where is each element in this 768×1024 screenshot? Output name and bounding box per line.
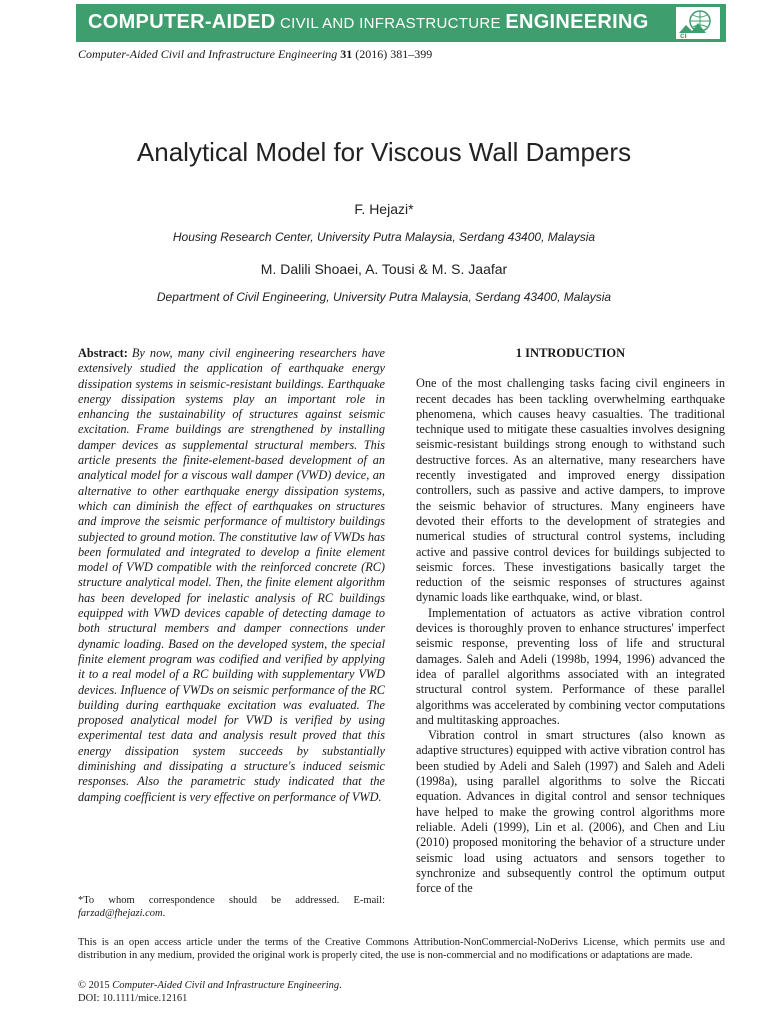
introduction-column [416, 346, 725, 896]
copyright-journal: Computer-Aided Civil and Infrastructure Engineering [112, 980, 340, 991]
journal-name-part-1: COMPUTER-AIDED [88, 11, 276, 33]
abstract [78, 346, 385, 805]
logo-icon [676, 7, 720, 39]
author-line-1: F. Hejazi* [354, 201, 414, 217]
affiliation-line-1: Housing Research Center, University Putra Malaysia, Serdang 43400, Malaysia [172, 230, 596, 244]
license-notice: This is an open access article under the terms of the Creative Commons Attribution-NonCommercial-NoDerivs License, which permits use and distribution in any medium, provided the original work is properly cited, the use is non-commercial and no modifications or adaptations are made. [78, 937, 725, 961]
citation-line [78, 47, 432, 62]
copyright-end: . [339, 980, 342, 991]
abstract-text: By now, many civil engineering researchers have extensively studied the application of earthquake energy dissipation systems in seismic-resistant buildings. Earthquake energy dissipation systems play an important role in enhancing the sustainability of structures against seismic excitation. Frame buildings are strengthened by installing damper devices as supplemental structural members. This article presents the finite-element-based development of an analytical model for a viscous wall damper (VWD) device, an alternative to other earthquake energy dissipation systems, which can diminish the effect of earthquakes on structures and improve the seismic performance of multistory buildings subjected to ground motion. The constitutive law of VWDs has been formulated and integrated to develop a finite element model of VWD compatible with the reinforced concrete (RC) structure analytical model. Then, the finite element algorithm has been developed for inelastic analysis of RC buildings equipped with VWD devices capable of detecting damage to both structural members and damper connections under dynamic loading. Based on the developed system, the special finite element program was codified and verified by applying it to a real model of a RC building with supplementary VWD devices. Influence of VWDs on seismic performance of the RC building during earthquake excitation was evaluated. The proposed analytical model for VWD is verified by using experimental test data and analysis result proved that this energy dissipation system succeeds by substantially diminishing and dissipating a structure's induced seismic responses. Also the parametric study indicated that the damping coefficient is very effective on performance of VWD. [78, 346, 385, 804]
footnote-text: *To whom correspondence should be addressed. E-mail: [78, 895, 385, 906]
paper-title: Analytical Model for Viscous Wall Dampers [136, 137, 632, 167]
section-heading: 1 INTRODUCTION [515, 346, 626, 360]
journal-name-part-2: CIVIL AND INFRASTRUCTURE [275, 15, 506, 32]
intro-paragraph-1: One of the most challenging tasks facing civil engineers in recent decades has been tackling overwhelming earthquake phenomena, which causes heavy casualties. The traditional technique used to mitigate these casualties involves designing seismic-resistant buildings strong enough to withstand such destructive forces. As an alternative, many researchers have recently investigated and improved energy dissipation controllers, such as passive and active dampers, to improve the seismic behavior of structures. Many engineers have devoted their efforts to the development of strategies and numerical studies of structural control systems, including active and passive control devices for buildings subjected to seismic forces. These investigations basically target the reduction of the seismic responses of structures against dynamic loads like earthquake, wind, or blast. [416, 376, 725, 605]
intro-paragraph-2: Implementation of actuators as active vibration control devices is thoroughly proven to enhance structures' imperfect seismic response, preventing loss of life and structural damages. Saleh and Adeli (1998b, 1994, 1996) advanced the idea of parallel algorithms associated with an integrated structural control system. Performance of these parallel algorithms was accelerated by combining vector computations and multitasking approaches. [416, 605, 725, 727]
correspondence-footnote [78, 894, 385, 920]
citation-year-pages: (2016) 381–399 [355, 47, 433, 61]
copyright-prefix: © 2015 [78, 980, 113, 991]
journal-name [88, 11, 649, 34]
author-line-2: M. Dalili Shoaei, A. Tousi & M. S. Jaafar [260, 261, 508, 277]
journal-name-part-3: ENGINEERING [505, 11, 649, 33]
footnote-email[interactable]: farzad@fhejazi.com [78, 908, 163, 919]
doi[interactable]: DOI: 10.1111/mice.12161 [78, 993, 188, 1004]
affiliation-line-2: Department of Civil Engineering, University Putra Malaysia, Serdang 43400, Malaysia [156, 290, 612, 304]
abstract-label: Abstract: [78, 346, 128, 360]
intro-paragraph-3: Vibration control in smart structures (also known as adaptive structures) equipped with active vibration control has been studied by Adeli and Saleh (1997) and Saleh and Adeli (1998a), using parallel algorithms to solve the Riccati equation. Advances in digital control and sensor techniques have helped to make the growing control algorithms more reliable. Adeli (1999), Lin et al. (2006), and Chen and Liu (2010) proposed monitoring the behavior of a structure under seismic load using actuators and sensors together to synchronize and subsequently control the optimum output force of the [416, 728, 725, 896]
footnote-end: . [162, 908, 166, 919]
citation-volume: 31 [340, 47, 353, 61]
journal-banner [76, 4, 726, 42]
abstract-column [78, 346, 385, 805]
citation-journal: Computer-Aided Civil and Infrastructure Engineering [78, 47, 338, 61]
copyright-line [78, 979, 342, 992]
svg-text:ci: ci [680, 31, 687, 39]
